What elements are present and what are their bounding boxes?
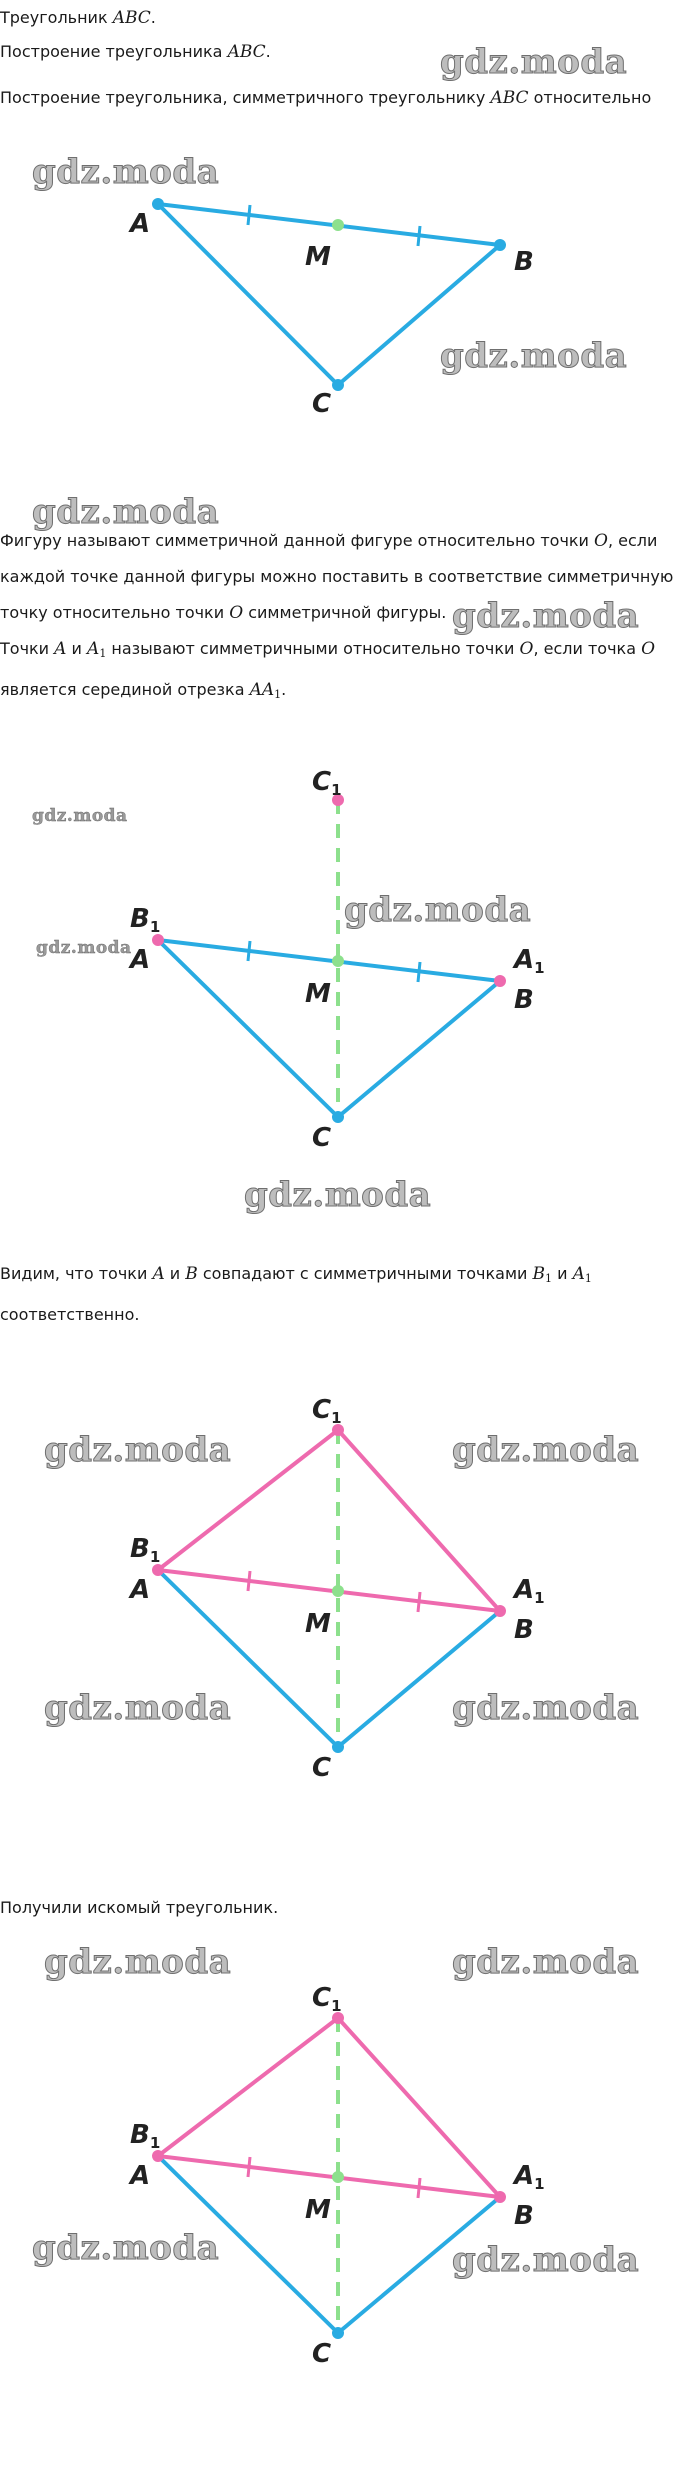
line-symmetric-construction: Построение треугольника, симметричного треугольнику ABC относительно [0, 88, 652, 108]
point-b-a1 [494, 2191, 506, 2203]
tick-mark [248, 205, 250, 225]
definition-symmetric-figure: Фигуру называют симметричной данной фигуре относительно точки O, если каждой точке данной фигуры можно поставить в соответствие симметричную точку относительно точки O симметричной фигуры. [0, 531, 674, 623]
line-construction: Построение треугольника ABC. [0, 42, 271, 62]
tick-mark [248, 1571, 250, 1591]
side-bc [338, 245, 500, 385]
side-ab [158, 204, 500, 245]
label-c: C [312, 389, 332, 419]
point-b-a1 [494, 1605, 506, 1617]
side-ab [158, 2156, 500, 2197]
line-triangle-abc: Треугольник ABC. [0, 8, 156, 28]
side-ab [158, 1570, 500, 1611]
figure-symmetric-triangle [0, 1380, 680, 1800]
label-b: B [514, 2201, 534, 2231]
point-c [332, 379, 344, 391]
watermark: gdz.moda [36, 938, 132, 958]
side-bc [338, 1611, 500, 1747]
label-a1: A1 [514, 2161, 545, 2193]
watermark: gdz.moda [32, 2228, 220, 2268]
point-c [332, 2327, 344, 2339]
label-m: M [305, 242, 331, 272]
side-bc [338, 2197, 500, 2333]
label-a: A [130, 1575, 151, 1605]
tick-mark [418, 1592, 420, 1612]
side-b1c1 [158, 2018, 338, 2156]
label-m: M [305, 2195, 331, 2225]
watermark: gdz.moda [344, 890, 532, 930]
point-c [332, 1741, 344, 1753]
watermark: gdz.moda [32, 492, 220, 532]
watermark: gdz.moda [32, 806, 128, 826]
side-a1c1 [338, 2018, 500, 2197]
watermark: gdz.moda [452, 1688, 640, 1728]
point-m [332, 1585, 344, 1597]
watermark: gdz.moda [440, 336, 628, 376]
label-b: B [514, 1615, 534, 1645]
side-ac [158, 940, 338, 1117]
tick-mark [418, 2178, 420, 2198]
side-ac [158, 204, 338, 385]
point-b-a1 [494, 975, 506, 987]
point-m [332, 219, 344, 231]
definition-symmetric-points: Точки A и $A_1$ называют симметричными относительно точки O, если точка O является серединой отрезка $AA_1$. [0, 639, 656, 701]
label-c1: C1 [312, 1395, 342, 1427]
label-c: C [312, 1123, 332, 1153]
figure-final-triangle [0, 1960, 680, 2370]
conclusion-text: Получили искомый треугольник. [0, 1898, 279, 1917]
watermark: gdz.moda [44, 1688, 232, 1728]
side-ab [158, 940, 500, 981]
side-ac [158, 2156, 338, 2333]
label-b1: B1 [130, 2120, 161, 2152]
tick-mark [248, 941, 250, 961]
label-a1: A1 [514, 945, 545, 977]
label-a: A [130, 2161, 151, 2191]
watermark: gdz.moda [44, 1942, 232, 1982]
point-b [494, 239, 506, 251]
side-b1c1 [158, 1430, 338, 1570]
label-b1: B1 [130, 904, 161, 936]
tick-mark [418, 962, 420, 982]
side-ac [158, 1570, 338, 1747]
label-a: A [130, 209, 151, 239]
watermark: gdz.moda [452, 1430, 640, 1470]
point-c [332, 1111, 344, 1123]
label-m: M [305, 979, 331, 1009]
point-m [332, 2171, 344, 2183]
label-c1: C1 [312, 1983, 342, 2015]
label-a: A [130, 945, 151, 975]
label-b1: B1 [130, 1534, 161, 1566]
observation-text: Видим, что точки A и B совпадают с симметричными точками $B_1$ и $A_1$ соответственно. [0, 1264, 592, 1324]
figure-triangle-abc [0, 180, 680, 420]
label-b: B [514, 985, 534, 1015]
tick-mark [248, 2157, 250, 2177]
point-a [152, 198, 164, 210]
label-c: C [312, 1753, 332, 1783]
watermark: gdz.moda [44, 1430, 232, 1470]
watermark: gdz.moda [440, 42, 628, 82]
label-a1: A1 [514, 1575, 545, 1607]
watermark: gdz.moda [32, 152, 220, 192]
label-m: M [305, 1609, 331, 1639]
tick-mark [418, 226, 420, 246]
side-a1c1 [338, 1430, 500, 1611]
label-c: C [312, 2339, 332, 2369]
watermark: gdz.moda [452, 2240, 640, 2280]
label-c1: C1 [312, 767, 342, 799]
side-bc [338, 981, 500, 1117]
watermark: gdz.moda [452, 1942, 640, 1982]
figure-symmetry-axis [0, 750, 680, 1153]
watermark: gdz.moda [452, 596, 640, 636]
label-b: B [514, 247, 534, 277]
watermark: gdz.moda [244, 1175, 432, 1215]
point-m [332, 955, 344, 967]
